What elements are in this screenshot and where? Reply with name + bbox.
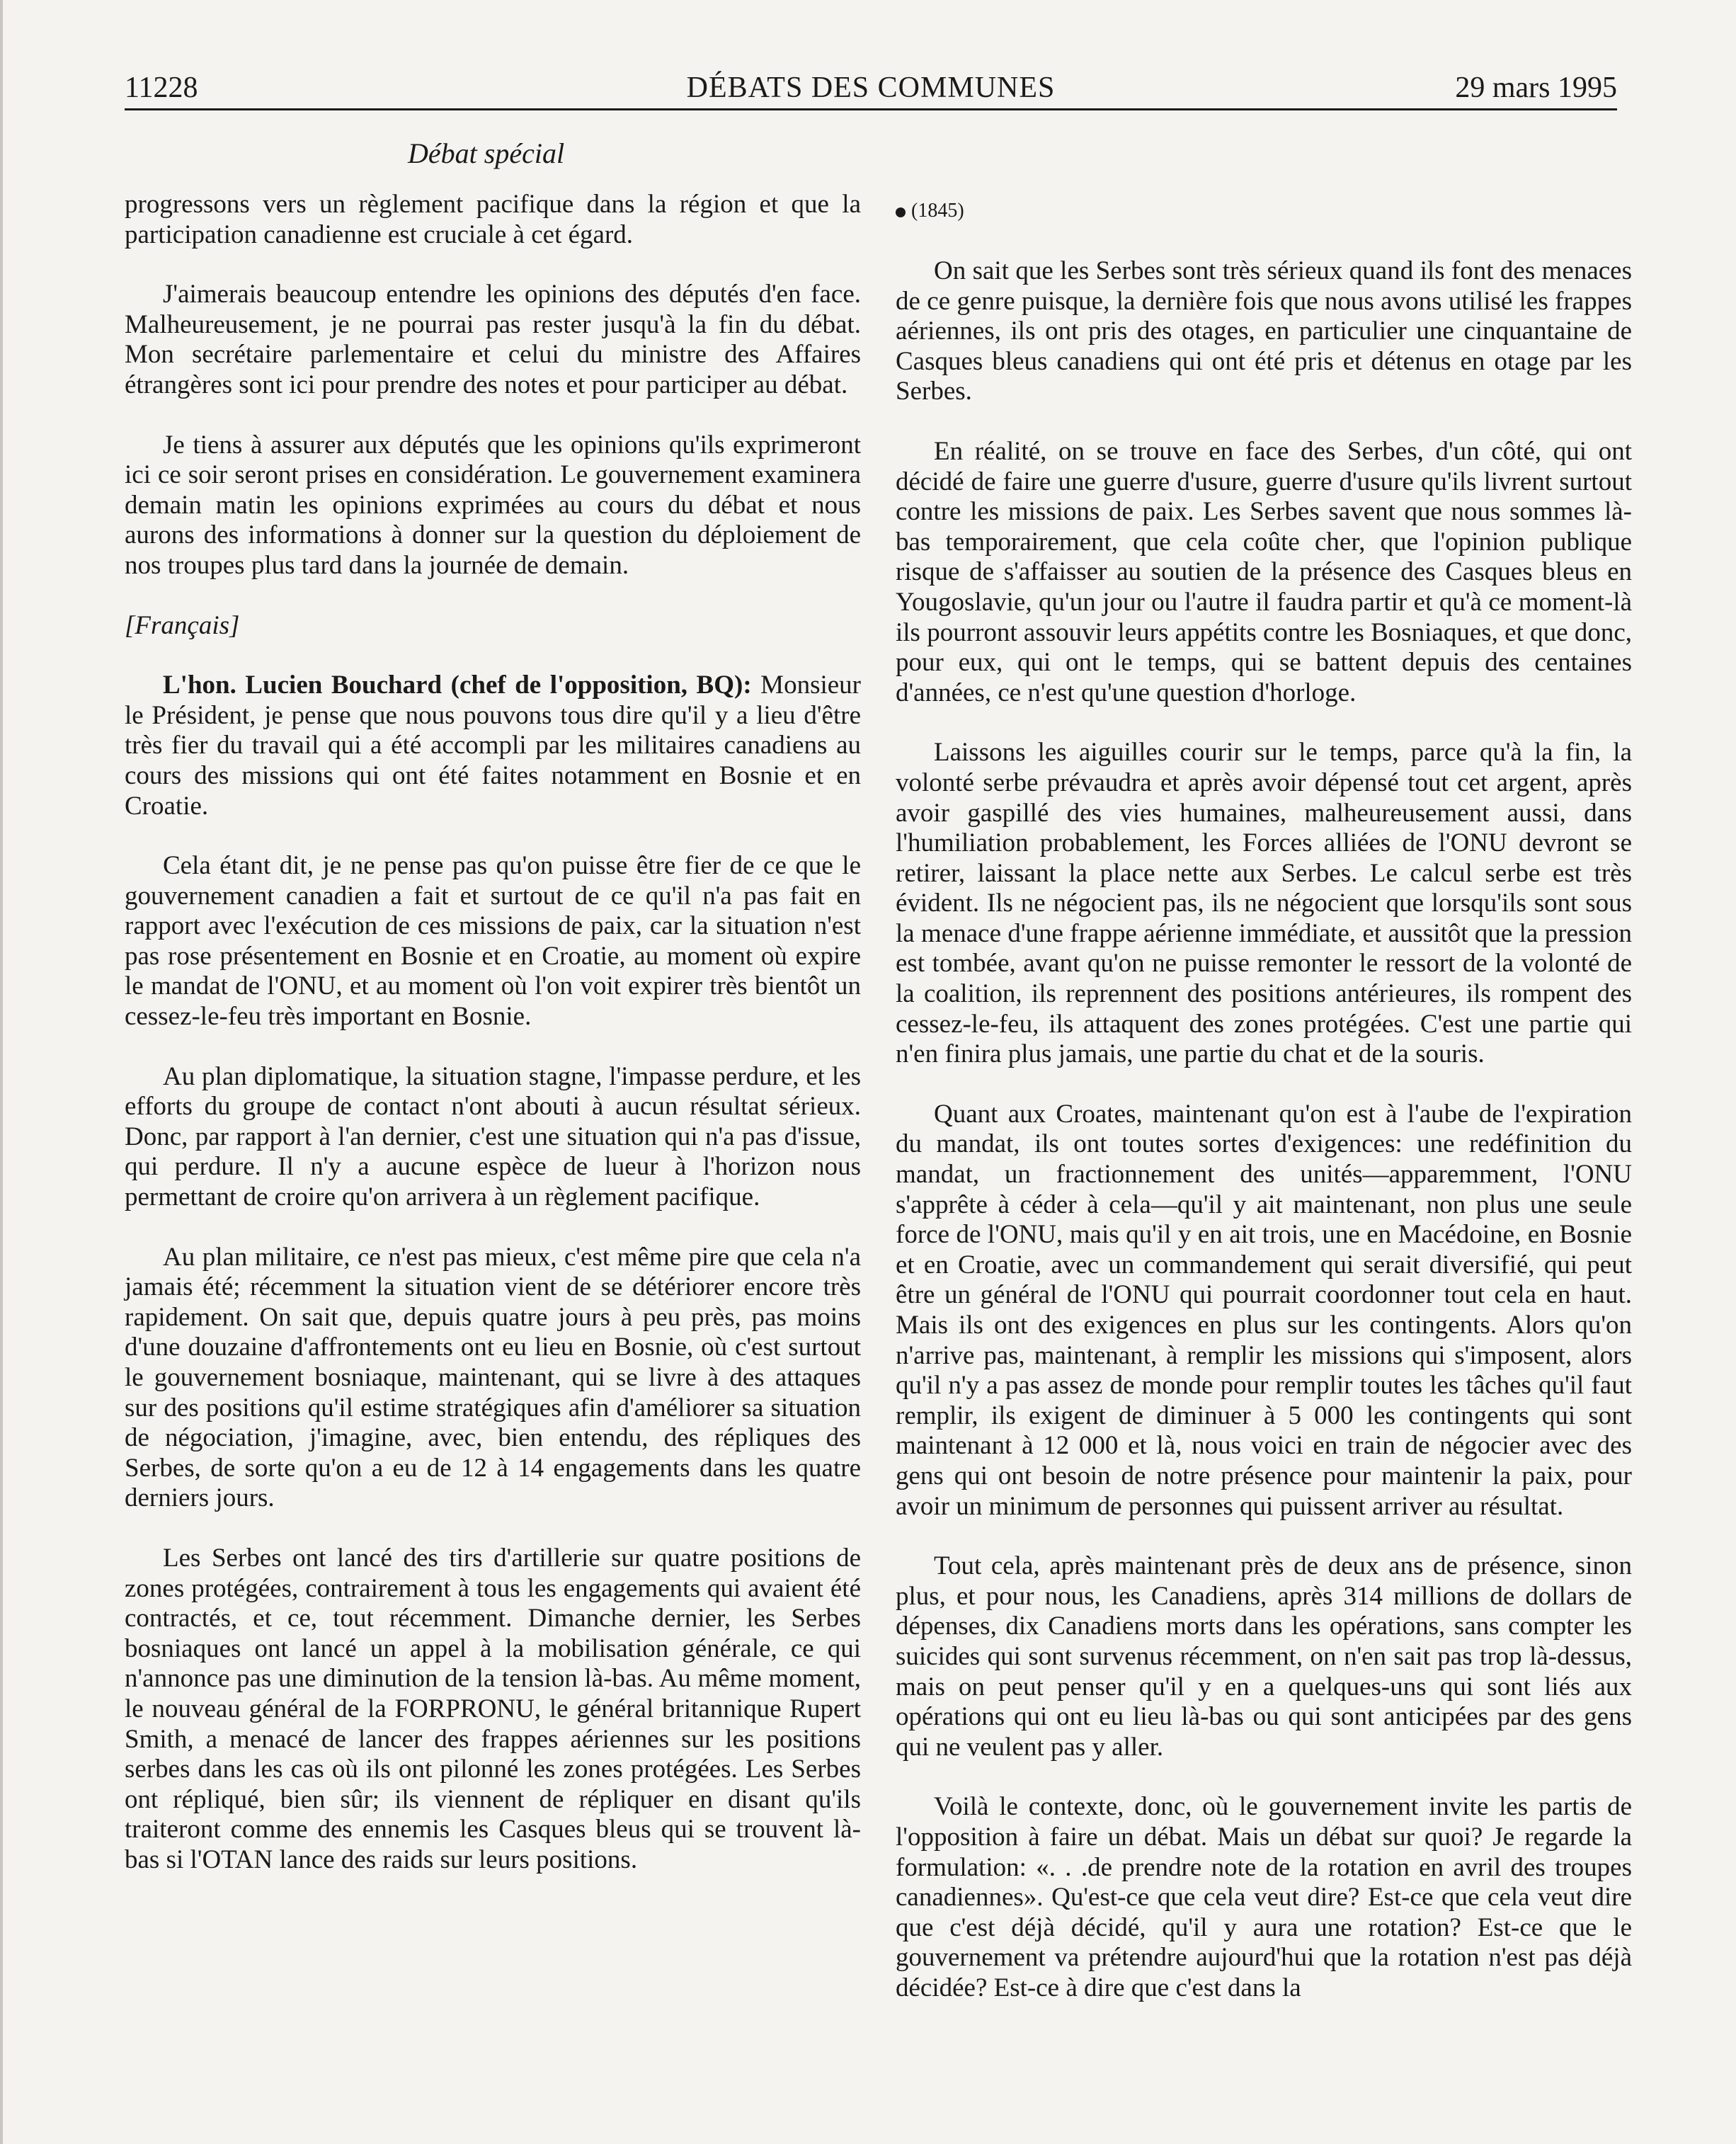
right-column (896, 193, 1632, 2033)
speaker-text: Monsieur le Président, je pense que nous pouvons tous dire qu'il y a lieu d'être très fier du travail qui a été accompli par les militaires canadiens au cours des missions qui ont été faites notamment en Bosnie et en Croatie. (125, 671, 861, 821)
language-tag (125, 611, 861, 642)
paragraph: Voilà le contexte, donc, où le gouvernement invite les partis de l'opposition à faire un débat. Mais un débat sur quoi? Je regarde la formulation: «. . .de prendre note de la rotation en avril des troupes canadiennes». Qu'est-ce que cela veut dire? Est-ce que cela veut dire que c'est déjà décidé, qu'il y aura une rotation? Est-ce que le gouvernement va prétendre aujourd'hui que la rotation n'est pas déjà décidée? Est-ce à dire que c'est dans la (896, 1792, 1632, 2002)
paragraph: Quant aux Croates, maintenant qu'on est à l'aube de l'expiration du mandat, ils ont toutes sortes d'exigences: une redéfinition du mandat, un fractionnement des unités—apparemment, l'ONU s'apprête à céder à cela—qu'il y ait maintenant, non plus une seule force de l'ONU, mais qu'il y en ait trois, une en Macédoine, en Bosnie et en Croatie, avec un commandement qui serait diversifié, qui peut être un général de l'ONU qui pourrait coordonner tout cela en haut. Mais ils ont des exigences en plus sur les contingents. Alors qu'on n'arrive pas, maintenant, à remplir les missions qui s'imposent, alors qu'il n'y a pas assez de monde pour remplir toutes les tâches qu'il faut remplir, ils exigent de diminuer à 5 000 les contingents qui sont maintenant à 12 000 et là, nous voici en train de négocier avec des gens qui ont besoin de notre présence pour maintenir la paix, pour avoir un minimum de personnes qui puissent arriver au résultat. (896, 1099, 1632, 1521)
speaker-name: L'hon. Lucien Bouchard (chef de l'opposition, BQ): (163, 671, 752, 700)
time-marker (896, 198, 1632, 224)
paragraph: J'aimerais beaucoup entendre les opinions des députés d'en face. Malheureusement, je ne pourrai pas rester jusqu'à la fin du débat. Mon secrétaire parlementaire et celui du ministre des Affaires étrangères sont ici pour prendre des notes et pour participer au débat. (125, 280, 861, 399)
paragraph: En réalité, on se trouve en face des Serbes, d'un côté, qui ont décidé de faire une guerre d'usure, guerre d'usure qu'ils livrent surtout contre les missions de paix. Les Serbes savent que nous sommes là-bas temporairement, que cela coûte cher, que l'opinion publique risque de s'affaisser au soutien de la présence des Casques bleus en Yougoslavie, qu'un jour ou l'autre il faudra partir et qu'à ce moment-là ils pourront assouvir leurs appétits contre les Bosniaques, et que donc, pour eux, qui ont le temps, qui se battent depuis des centaines d'années, ce n'est qu'une question d'horloge. (896, 436, 1632, 707)
paragraph: Les Serbes ont lancé des tirs d'artillerie sur quatre positions de zones protégées, contrairement à tous les engagements qui avaient été contractés, et ce, tout récemment. Dimanche dernier, les Serbes bosniaques ont lancé un appel à la mobilisation générale, ce qui n'annonce pas une diminution de la tension là-bas. Au même moment, le nouveau général de la FORPRONU, le général britannique Rupert Smith, a menacé de lancer des frappes aériennes sur les positions serbes dans les cas où ils ont pilonné les zones protégées. Les Serbes ont répliqué, bien sûr; ils viennent de répliquer en disant qu'ils traiteront comme des ennemis les Casques bleus qui se trouvent là-bas si l'OTAN lance des raids sur leurs positions. (125, 1543, 861, 1874)
publication-date: 29 mars 1995 (1455, 72, 1617, 104)
scan-edge (0, 0, 3, 2144)
publication-title: DÉBATS DES COMMUNES (686, 72, 1056, 104)
section-title: Débat spécial (408, 137, 565, 169)
bullet-icon (896, 207, 906, 217)
left-column (125, 190, 861, 1905)
page-number: 11228 (125, 72, 198, 104)
paragraph: Cela étant dit, je ne pense pas qu'on puisse être fier de ce que le gouvernement canadien a fait et surtout de ce qu'il n'a pas fait en rapport avec l'exécution de ces missions de paix, car la situation n'est pas rose présentement en Bosnie et en Croatie, au moment où expire le mandat de l'ONU, et au moment où l'on voit expirer très bientôt un cessez-le-feu très important en Bosnie. (125, 851, 861, 1032)
paragraph: Tout cela, après maintenant près de deux ans de présence, sinon plus, et pour nous, les Canadiens, après 314 millions de dollars de dépenses, dix Canadiens morts dans les opérations, sans compter les suicides qui sont survenus récemment, on n'en sait pas trop là-dessus, mais on peut penser qu'il y en a quelques-uns qui sont liés aux opérations qui ont eu lieu là-bas ou qui sont anticipées par des gens qui ne veulent pas y aller. (896, 1551, 1632, 1762)
paragraph: Au plan militaire, ce n'est pas mieux, c'est même pire que cela n'a jamais été; récemment la situation vient de se détériorer encore très rapidement. On sait que, depuis quatre jours à peu près, pas moins d'une douzaine d'affrontements ont eu lieu en Bosnie, où c'est surtout le gouvernement bosniaque, maintenant, qui se livre à des attaques sur des positions qu'il estime stratégiques afin d'améliorer sa situation de négociation, j'imagine, avec, bien entendu, des répliques des Serbes, de sorte qu'on a eu de 12 à 14 engagements dans les quatre derniers jours. (125, 1242, 861, 1513)
paragraph: Je tiens à assurer aux députés que les opinions qu'ils exprimeront ici ce soir seront prises en considération. Le gouvernement examinera demain matin les opinions exprimées au cours du débat et nous aurons des informations à donner sur la question du déploiement de nos troupes plus tard dans la journée de demain. (125, 430, 861, 580)
time-marker-text: (1845) (911, 200, 964, 222)
paragraph: progressons vers un règlement pacifique dans la région et que la participation canadienne est cruciale à cet égard. (125, 190, 861, 249)
header-rule (125, 108, 1617, 110)
paragraph: On sait que les Serbes sont très sérieux quand ils font des menaces de ce genre puisque, la dernière fois que nous avons utilisé les frappes aériennes, ils ont pris des otages, en particulier une cinquantaine de Casques bleus canadiens qui ont été pris et détenus en otage par les Serbes. (896, 256, 1632, 406)
page-header (125, 68, 1617, 110)
paragraph: Laissons les aiguilles courir sur le temps, parce qu'à la fin, la volonté serbe prévaudra et après avoir dépensé tout cet argent, après avoir gaspillé des vies humaines, malheureusement aussi, dans l'humiliation probablement, les Forces alliées de l'ONU devront se retirer, laissant la place nette aux Serbes. Le calcul serbe est très évident. Ils ne négocient pas, ils ne négocient que lorsqu'ils sont sous la menace d'une frappe aérienne immédiate, et aussitôt que la pression est tombée, avant qu'on ne puisse remonter le ressort de la volonté de la coalition, ils reprennent des positions antérieures, ils rompent des cessez-le-feu, ils attaquent des zones protégées. C'est une partie qui n'en finira plus jamais, une partie du chat et de la souris. (896, 738, 1632, 1069)
language-tag-text: [Français] (125, 610, 240, 640)
paragraph: Au plan diplomatique, la situation stagne, l'impasse perdure, et les efforts du groupe de contact n'ont abouti à aucun résultat sérieux. Donc, par rapport à l'an dernier, c'est une situation qui n'a pas d'issue, qui perdure. Il n'y a aucune espèce de lueur à l'horizon nous permettant de croire qu'on arrivera à un règlement pacifique. (125, 1061, 861, 1212)
speaker-paragraph (125, 671, 861, 821)
